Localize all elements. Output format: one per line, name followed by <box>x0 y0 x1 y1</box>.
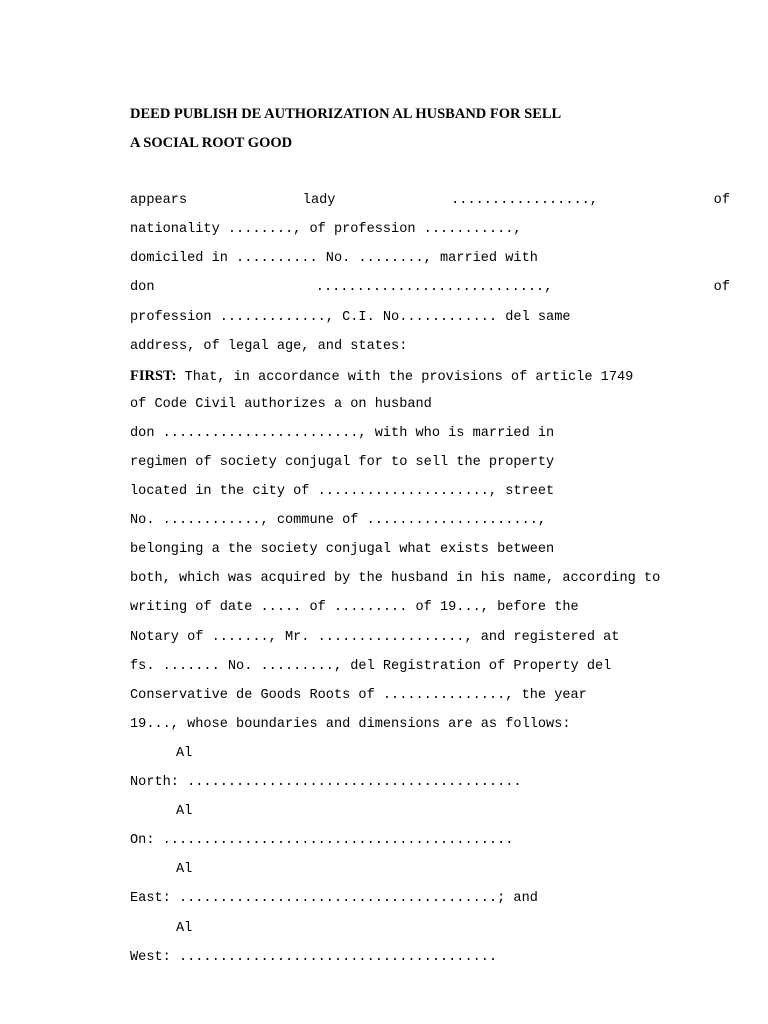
paragraph-line: belonging a the society conjugal what exists between <box>130 542 555 557</box>
boundary-east: East: .......................................; and <box>130 891 538 906</box>
document-title-line-1: DEED PUBLISH DE AUTHORIZATION AL HUSBAND FOR SELL <box>130 106 562 122</box>
boundary-prefix: Al <box>176 746 193 761</box>
paragraph-line: fs. ....... No. ........., del Registration of Property del <box>130 659 612 674</box>
paragraph-line: nationality ........, of profession ..........., <box>130 222 522 237</box>
paragraph-line: No. ............, commune of ....................., <box>130 513 547 528</box>
boundary-prefix: Al <box>176 862 193 877</box>
boundary-on: On: ........................................... <box>130 833 514 848</box>
paragraph-line: domiciled in .......... No. ........, married with <box>130 251 538 266</box>
paragraph-line <box>130 280 730 295</box>
paragraph-line: both, which was acquired by the husband in his name, according to <box>130 571 661 586</box>
text-fragment: don <box>130 280 155 295</box>
paragraph-line: Conservative de Goods Roots of ..............., the year <box>130 688 587 703</box>
boundary-prefix: Al <box>176 804 193 819</box>
paragraph-line: 19..., whose boundaries and dimensions are as follows: <box>130 717 571 732</box>
boundary-prefix: Al <box>176 921 193 936</box>
text-fragment: lady <box>302 193 336 208</box>
text-fragment: appears <box>130 193 188 208</box>
text-fragment: of <box>713 280 730 295</box>
paragraph-line: profession ............., C.I. No............ del same <box>130 310 571 325</box>
first-clause-line <box>130 368 730 385</box>
paragraph-line <box>130 193 730 208</box>
text-fragment: ............................, <box>315 280 553 295</box>
paragraph-line: address, of legal age, and states: <box>130 339 408 354</box>
paragraph-line: don ........................, with who is married in <box>130 426 555 441</box>
paragraph-line: located in the city of ....................., street <box>130 484 555 499</box>
text-fragment: That, in accordance with the provisions of article 1749 <box>176 370 634 385</box>
boundary-north: North: ......................................... <box>130 775 522 790</box>
text-fragment: of <box>713 193 730 208</box>
paragraph-line: regimen of society conjugal for to sell the property <box>130 455 555 470</box>
document-title-line-2: A SOCIAL ROOT GOOD <box>130 135 293 151</box>
boundary-west: West: ....................................... <box>130 950 498 965</box>
paragraph-line: writing of date ..... of ......... of 19..., before the <box>130 600 579 615</box>
paragraph-line: of Code Civil authorizes a on husband <box>130 397 432 412</box>
text-fragment: ................., <box>451 193 598 208</box>
first-clause-label: FIRST: <box>130 368 177 384</box>
paragraph-line: Notary of ......., Mr. .................., and registered at <box>130 630 620 645</box>
